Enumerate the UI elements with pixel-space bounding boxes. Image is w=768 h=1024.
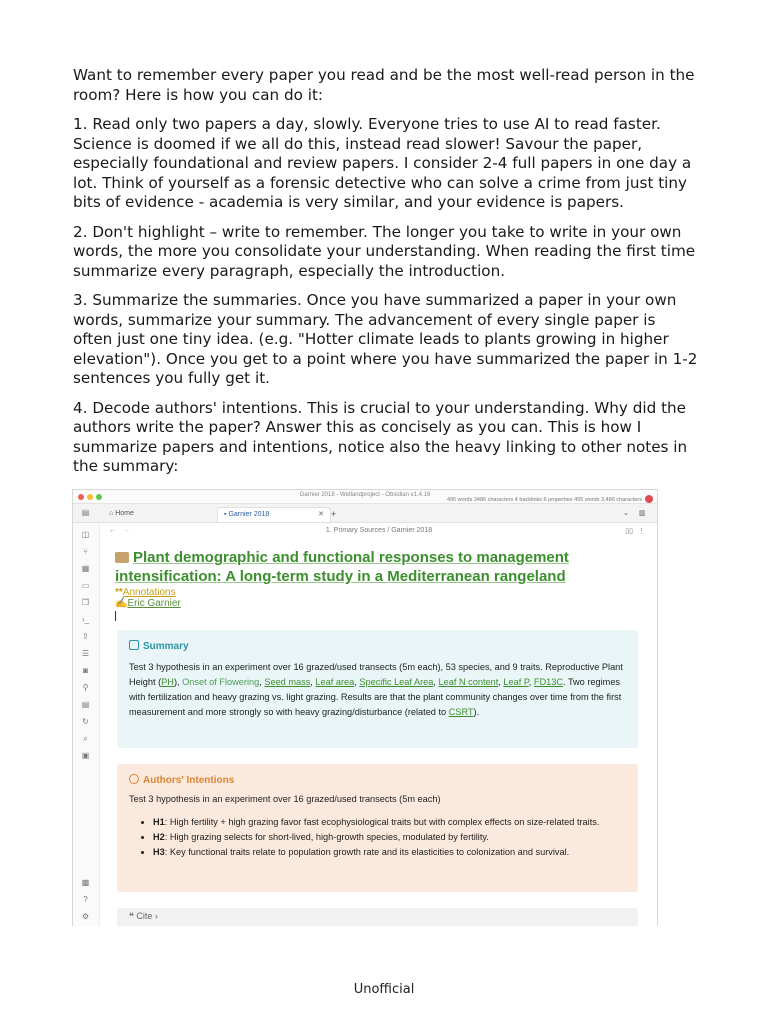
intentions-callout [117, 764, 638, 892]
summary-callout [117, 630, 638, 748]
paragraph-1: 1. Read only two papers a day, slowly. Everyone tries to use AI to read faster. Science is doomed if we all do this, instead read slower! Savour the paper, especially foundational and review papers. I consider 2-4 full papers in one day a lot. Think of yourself as a forensic detective who can solve a crime from just tiny bits of evidence - academia is very similar, and your evidence is papers. [73, 115, 692, 211]
author-name: Eric Garnier [127, 598, 181, 609]
summary-heading-text: Summary [143, 641, 189, 652]
hypothesis-list [129, 815, 625, 860]
canvas-icon[interactable]: ▦ [81, 564, 90, 573]
link-leaf-n-content[interactable]: Leaf N content [438, 677, 499, 687]
chevron-right-icon: › [154, 911, 158, 921]
close-tab-icon[interactable]: ✕ [318, 511, 324, 518]
window-title: Garnier 2018 - Wetlandproject - Obsidian v1.4.16 [299, 492, 431, 498]
tab-garnier[interactable]: ▪ Garnier 2018 ✕ [217, 507, 331, 522]
intentions-heading-text: Authors' Intentions [143, 775, 235, 786]
calendar-icon[interactable]: ▭ [81, 581, 90, 590]
stamp-icon[interactable]: ⚲ [82, 683, 89, 692]
link-leaf-area[interactable]: Leaf area [315, 677, 355, 687]
upload-icon[interactable]: ⇪ [82, 632, 89, 641]
right-sidebar-icon[interactable]: ▥ [639, 510, 646, 517]
chevron-down-icon[interactable]: ⌄ [623, 510, 629, 517]
summary-text-2: ), [173, 677, 183, 687]
paragraph-4: 4. Decode authors' intentions. This is crucial to your understanding. Why did the authors write the paper? Answer this as concisely as you can. This is how I summarize papers and intentions, notice also the heavy linking to other notes in the summary: [73, 398, 688, 475]
graph-icon[interactable]: ⑂ [83, 547, 88, 556]
status-text: 495 words 3486 characters 4 backlinks 6 properties 495 words 3,486 characters [446, 497, 642, 503]
link-specific-leaf-area[interactable]: Specific Leaf Area [359, 677, 434, 687]
link-fd13c[interactable]: FD13C [533, 677, 563, 687]
summary-text-4: , [310, 677, 316, 687]
status-bar [447, 495, 653, 503]
article-body [73, 66, 698, 487]
summary-icon [129, 640, 139, 650]
link-leaf-p[interactable]: Leaf P [503, 677, 529, 687]
quote-icon: ❝ [129, 911, 137, 921]
summary-text-10: ). [473, 707, 480, 717]
briefcase-icon[interactable]: ▣ [81, 751, 90, 760]
sync-icon[interactable]: ↻ [82, 717, 89, 726]
breadcrumb[interactable]: 1. Primary Sources / Garnier 2018 [325, 527, 433, 534]
copy-icon[interactable]: ❐ [81, 598, 90, 607]
intentions-body [129, 792, 625, 860]
note-title-text: Plant demographic and functional responses to management intensification: A long-term study in a Mediterranean rangeland [115, 549, 569, 585]
record-icon[interactable] [645, 495, 653, 503]
hypothesis-label: H2 [153, 832, 165, 842]
link-csrt[interactable]: CSRT [448, 707, 474, 717]
reading-mode-icon[interactable]: ▯▯ [625, 528, 633, 535]
list-item [153, 845, 625, 860]
list-item [153, 815, 625, 830]
cite-label: Cite [136, 911, 153, 921]
summary-text-6: , [433, 677, 439, 687]
text-cursor [115, 611, 116, 621]
intentions-icon [129, 774, 139, 784]
table-icon[interactable]: ▤ [81, 700, 90, 709]
hypothesis-text: : High fertility + high grazing favor fast ecophysiological traits but with complex effects on size-related traits. [164, 817, 600, 827]
hypothesis-text: : High grazing selects for short-lived, high-growth species, modulated by fertility. [164, 832, 489, 842]
camera-icon[interactable]: ◙ [83, 666, 88, 675]
tab-bar [73, 504, 657, 523]
obsidian-screenshot [72, 489, 658, 926]
annotations-prefix: ** [115, 587, 123, 598]
intentions-intro: Test 3 hypothesis in an experiment over 16 grazed/used transects (5m each) [129, 794, 441, 804]
note-navbar [101, 523, 657, 539]
footer-label: Unofficial [353, 982, 415, 997]
hypothesis-text: : Key functional traits relate to population growth rate and its elasticities to colonization and survival. [164, 847, 570, 857]
cite-section[interactable] [117, 908, 638, 926]
summary-text-5: , [354, 677, 360, 687]
tab-home[interactable]: ⌂ Home [109, 510, 134, 517]
note-title[interactable] [115, 548, 645, 586]
search-icon[interactable]: ⌕ [83, 734, 88, 743]
hypothesis-label: H1 [153, 817, 165, 827]
vault-icon[interactable]: ▩ [81, 878, 90, 887]
summary-body [129, 660, 625, 720]
more-options-icon[interactable]: ⋮ [638, 528, 645, 535]
sidebar-toggle-icon[interactable]: ▤ [81, 508, 90, 517]
summary-text-8: , [528, 677, 534, 687]
new-tab-icon[interactable]: + [331, 509, 337, 519]
annotations-label: Annotations [122, 587, 176, 598]
hypothesis-label: H3 [153, 847, 165, 857]
note-content [115, 548, 645, 621]
left-ribbon [73, 523, 100, 926]
list-icon[interactable]: ☰ [81, 649, 90, 658]
link-seed-mass[interactable]: Seed mass [264, 677, 311, 687]
summary-text-1: Test 3 hypothesis in an experiment over 16 grazed/used transects (5m each), 53 species, and 9 traits. Reproductive Plant Height ( [129, 662, 623, 687]
back-arrow-icon[interactable]: ← [109, 527, 116, 534]
summary-text-9: . Two regimes with fertilization and heavy grazing vs. light grazing. Results are that the plant community changes over time from the first measurement and more strongly so with heavy grazing/disturbance (related to [129, 677, 622, 717]
summary-text-7: , [498, 677, 504, 687]
folder-icon [115, 552, 129, 563]
cite-heading[interactable] [129, 911, 158, 922]
link-ph[interactable]: PH [161, 677, 174, 687]
paragraph-3: 3. Summarize the summaries. Once you have summarized a paper in your own words, summarize your summary. The advancement of every single paper is often just one tiny idea. (e.g. "Hotter climate leads to plants growing in higher elevation"). Once you get to a point where you have summarized the paper in 1-2 sentences you fully get it. [73, 291, 698, 387]
paragraph-intro: Want to remember every paper you read and be the most well-read person in the room? Here is how you can do it: [73, 66, 695, 104]
intentions-heading [129, 774, 234, 786]
tab-home-label: Home [115, 510, 134, 517]
author-link[interactable] [115, 598, 645, 609]
list-item [153, 830, 625, 845]
summary-heading [129, 640, 189, 652]
annotations-link[interactable] [115, 587, 645, 598]
summary-text-3: , [259, 677, 265, 687]
help-icon[interactable]: ? [83, 895, 88, 904]
terminal-icon[interactable]: ›_ [81, 615, 90, 624]
pen-icon: ✍ [115, 598, 128, 609]
paragraph-2: 2. Don't highlight – write to remember. The longer you take to write in your own words, the more you consolidate your understanding. When reading the first time summarize every paragraph, especially the introduction. [73, 222, 696, 280]
files-icon[interactable]: ◫ [81, 530, 90, 539]
forward-arrow-icon[interactable]: → [123, 527, 130, 534]
link-onset-of-flowering[interactable]: Onset of Flowering [182, 677, 260, 687]
gear-icon[interactable]: ⚙ [81, 912, 90, 921]
tab-garnier-label: Garnier 2018 [228, 511, 270, 518]
